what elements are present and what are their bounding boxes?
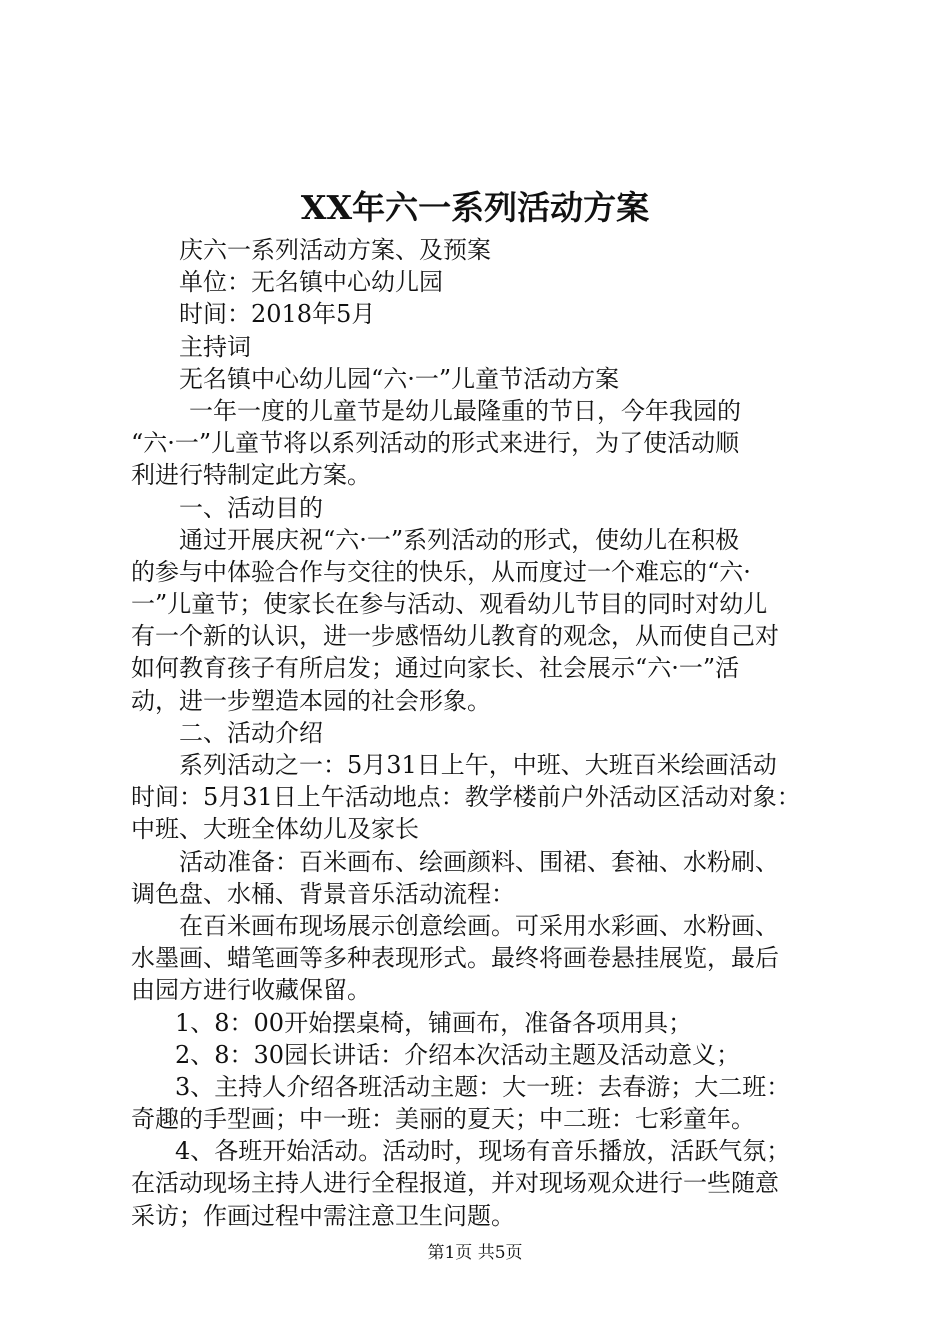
section-heading: 一、活动目的 [179,493,323,522]
text-line: 无名镇中心幼儿园“六·一”儿童节活动方案 [179,364,620,393]
text-line: 时间：2018年5月 [179,300,376,329]
text-line: 在活动现场主持人进行全程报道，并对现场观众进行一些随意 [131,1169,779,1198]
document-body [131,234,831,1232]
list-item: 1、8：00开始摆桌椅，铺画布，准备各项用具； [175,1008,693,1037]
text-line: 一”儿童节；使家长在参与活动、观看幼儿节目的同时对幼儿 [131,590,768,619]
text-line: 庆六一系列活动方案、及预案 [179,236,491,264]
text-line: 时间：5月31日上午活动地点：教学楼前户外活动区活动对象： [131,783,801,812]
text-line: 单位：无名镇中心幼儿园 [179,268,443,297]
text-line: 系列活动之一：5月31日上午，中班、大班百米绘画活动 [179,751,777,779]
section-heading: 二、活动介绍 [179,718,323,747]
text-line: 在百米画布现场展示创意绘画。可采用水彩画、水粉画、 [179,911,779,940]
text-line: 主持词 [179,332,251,361]
text-line: 一年一度的儿童节是幼儿最隆重的节日，今年我园的 [189,396,741,425]
text-line: 动，进一步塑造本园的社会形象。 [131,686,491,715]
text-line: 水墨画、蜡笔画等多种表现形式。最终将画卷悬挂展览，最后 [131,944,779,973]
text-line: 奇趣的手型画；中一班：美丽的夏天；中二班：七彩童年。 [131,1105,755,1134]
text-line: 通过开展庆祝“六·一”系列活动的形式，使幼儿在积极 [179,525,740,554]
page-footer: 第1页 共5页 [427,1243,523,1263]
text-line: “六·一”儿童节将以系列活动的形式来进行，为了使活动顺 [131,429,740,458]
text-line: 有一个新的认识，进一步感悟幼儿教育的观念，从而使自己对 [131,622,779,651]
list-item: 3、主持人介绍各班活动主题：大一班：去春游；大二班： [175,1072,791,1101]
document-title: XX年六一系列活动方案 [300,188,650,227]
text-line: 调色盘、水桶、背景音乐活动流程： [131,879,515,908]
text-line: 活动准备：百米画布、绘画颜料、围裙、套袖、水粉刷、 [179,847,779,876]
text-line: 由园方进行收藏保留。 [131,976,371,1005]
text-line: 的参与中体验合作与交往的快乐，从而度过一个难忘的“六· [131,557,751,586]
text-line: 采访；作画过程中需注意卫生问题。 [131,1201,515,1230]
text-line: 利进行特制定此方案。 [131,461,371,490]
list-item: 2、8：30园长讲话：介绍本次活动主题及活动意义； [175,1040,741,1069]
text-line: 如何教育孩子有所启发；通过向家长、社会展示“六·一”活 [131,654,740,683]
text-line: 中班、大班全体幼儿及家长 [131,815,419,844]
list-item: 4、各班开始活动。活动时，现场有音乐播放，活跃气氛； [175,1137,791,1166]
